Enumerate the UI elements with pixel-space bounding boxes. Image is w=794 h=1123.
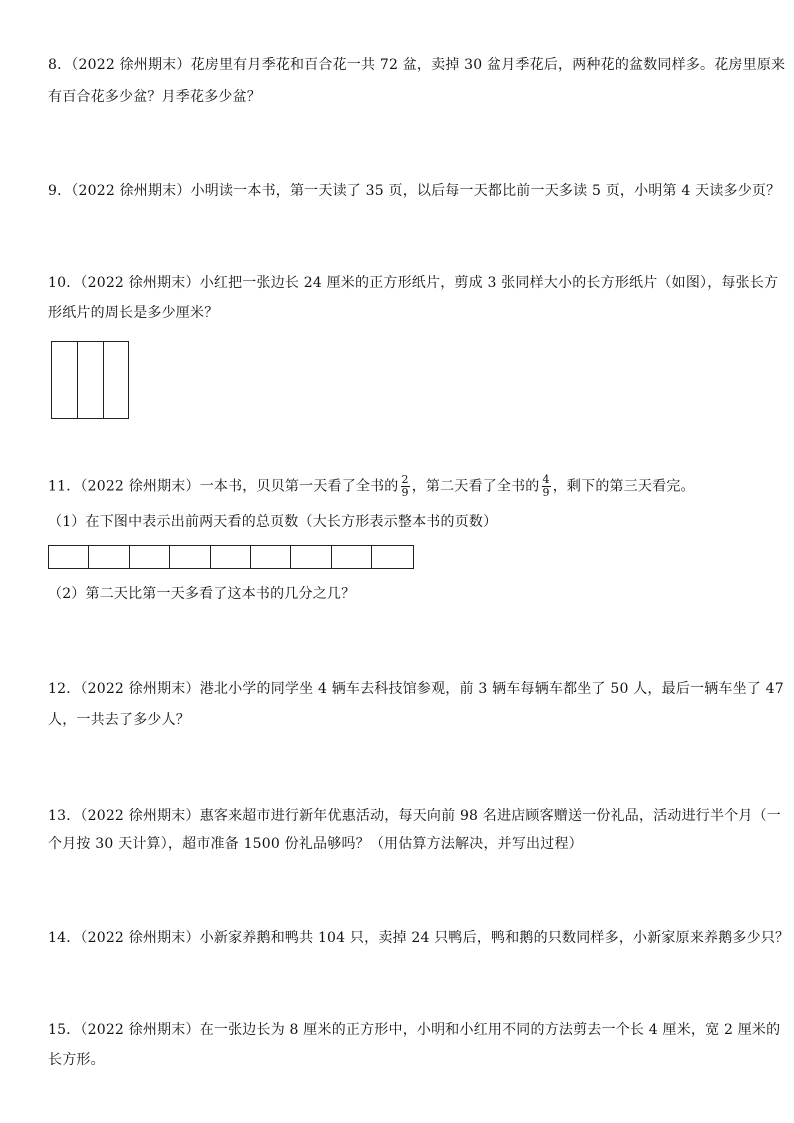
question-11-text-a: 11．（2022 徐州期末）一本书，贝贝第一天看了全书的	[48, 478, 399, 495]
cut-line	[77, 341, 78, 419]
fraction-numerator: 2	[401, 473, 409, 486]
fraction-denominator: 9	[401, 486, 409, 499]
question-12-line-1: 12．（2022 徐州期末）港北小学的同学坐 4 辆车去科技馆参观，前 3 辆车每辆车都坐了 50 人，最后一辆车坐了 47	[48, 681, 784, 697]
book-pages-strip[interactable]	[48, 545, 414, 569]
question-8-line-1: 8．（2022 徐州期末）花房里有月季花和百合花一共 72 盆，卖掉 30 盆月季花后，两种花的盆数同样多。花房里原来	[48, 57, 786, 73]
question-12-line-2: 人，一共去了多少人？	[48, 712, 190, 728]
strip-cell[interactable]	[49, 546, 89, 568]
question-15-line-2: 长方形。	[48, 1052, 105, 1068]
question-13-line-1: 13．（2022 徐州期末）惠客来超市进行新年优惠活动，每天向前 98 名进店顾客赠送一份礼品，活动进行半个月（一	[48, 808, 782, 824]
strip-cell[interactable]	[170, 546, 210, 568]
strip-cell[interactable]	[372, 546, 412, 568]
question-8-line-2: 有百合花多少盆？月季花多少盆？	[48, 89, 261, 105]
fraction-two-ninths	[401, 474, 410, 499]
question-10-line-1: 10．（2022 徐州期末）小红把一张边长 24 厘米的正方形纸片，剪成 3 张同样大小的长方形纸片（如图），每张长方	[48, 275, 779, 291]
strip-cell[interactable]	[291, 546, 331, 568]
square-cut-figure	[51, 341, 129, 419]
strip-cell[interactable]	[89, 546, 129, 568]
question-11-sub-1: （1）在下图中表示出前两天看的总页数（大长方形表示整本书的页数）	[48, 514, 498, 530]
strip-cell[interactable]	[251, 546, 291, 568]
question-11-text-c: ，剩下的第三天看完。	[552, 478, 695, 495]
question-13-line-2: 个月按 30 天计算），超市准备 1500 份礼品够吗？（用估算方法解决，并写出过程）	[48, 836, 583, 852]
question-15-line-1: 15．（2022 徐州期末）在一张边长为 8 厘米的正方形中，小明和小红用不同的方法剪去一个长 4 厘米，宽 2 厘米的	[48, 1022, 781, 1038]
strip-cell[interactable]	[130, 546, 170, 568]
question-10-line-2: 形纸片的周长是多少厘米？	[48, 305, 219, 321]
fraction-numerator: 4	[542, 473, 550, 486]
question-11-sub-2: （2）第二天比第一天多看了这本书的几分之几？	[48, 586, 356, 602]
cut-line	[103, 341, 104, 419]
question-14-line-1: 14．（2022 徐州期末）小新家养鹅和鸭共 104 只，卖掉 24 只鸭后，鸭和鹅的只数同样多，小新家原来养鹅多少只？	[48, 930, 790, 946]
strip-cell[interactable]	[332, 546, 372, 568]
question-11-line-1	[48, 474, 748, 499]
strip-cell[interactable]	[211, 546, 251, 568]
fraction-denominator: 9	[542, 486, 550, 499]
question-9-line-1: 9．（2022 徐州期末）小明读一本书，第一天读了 35 页，以后每一天都比前一天多读 5 页，小明第 4 天读多少页？	[48, 183, 781, 199]
question-11-text-b: ，第二天看了全书的	[411, 478, 540, 495]
fraction-four-ninths	[542, 474, 551, 499]
